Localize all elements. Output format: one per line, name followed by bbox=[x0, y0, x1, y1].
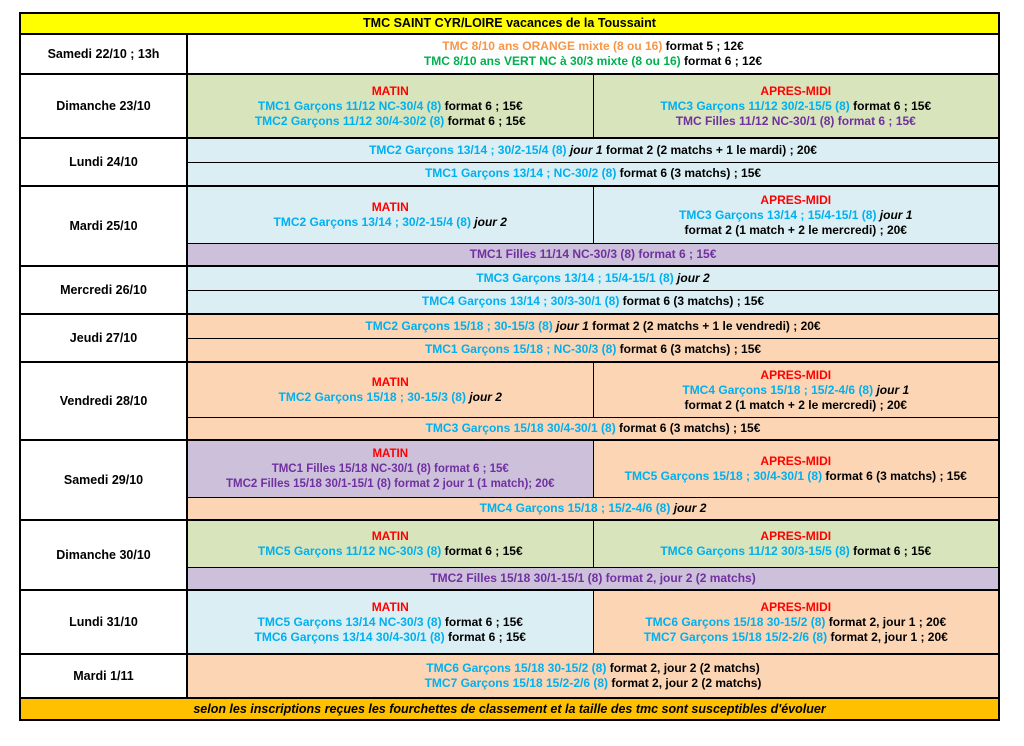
row-dimanche-23 bbox=[21, 73, 998, 137]
day-cell: Dimanche 23/10 bbox=[21, 75, 188, 137]
entry-cell: TMC 8/10 ans ORANGE mixte (8 ou 16) format 5 ; 12€ TMC 8/10 ans VERT NC à 30/3 mixte (8 ou 16) format 6 ; 12€ bbox=[423, 39, 763, 68]
morning-cell: MATIN TMC2 Garçons 15/18 ; 30-15/3 (8) jour 2 bbox=[278, 375, 502, 404]
matin-header: MATIN bbox=[371, 375, 409, 389]
afternoon-cell: APRES-MIDI TMC4 Garçons 15/18 ; 15/2-4/6 (8) jour 1 format 2 (1 match + 2 le mercredi) ; 20€ bbox=[593, 363, 999, 417]
row-mardi-1 bbox=[21, 653, 998, 697]
afternoon-cell: APRES-MIDI TMC6 Garçons 15/18 30-15/2 (8) format 2, jour 1 ; 20€ TMC7 Garçons 15/18 15/2-2/6 (8) format 2, jour 1 ; 20€ bbox=[593, 591, 999, 653]
morning-cell: MATIN TMC5 Garçons 13/14 NC-30/3 (8) format 6 ; 15€ TMC6 Garçons 13/14 30/4-30/1 (8) format 6 ; 15€ bbox=[188, 591, 593, 653]
morning-cell: MATIN TMC5 Garçons 11/12 NC-30/3 (8) format 6 ; 15€ bbox=[257, 529, 523, 558]
entry-cell: TMC3 Garçons 15/18 30/4-30/1 (8) format 6 (3 matchs) ; 15€ bbox=[188, 417, 998, 439]
row-lundi-24 bbox=[21, 137, 998, 185]
entry-cell: TMC6 Garçons 15/18 30-15/2 (8) format 2, jour 2 (2 matchs) TMC7 Garçons 15/18 15/2-2/6 (8) format 2, jour 2 (2 matchs) bbox=[188, 655, 998, 697]
entry-cell: TMC2 Filles 15/18 30/1-15/1 (8) format 2, jour 2 (2 matchs) bbox=[188, 567, 998, 589]
row-lundi-31 bbox=[21, 589, 998, 653]
schedule-table bbox=[19, 12, 1000, 721]
apres-midi-header: APRES-MIDI bbox=[760, 83, 832, 98]
row-vendredi-28 bbox=[21, 361, 998, 439]
matin-header: MATIN bbox=[372, 447, 409, 460]
afternoon-cell: APRES-MIDI TMC5 Garçons 15/18 ; 30/4-30/1 (8) format 6 (3 matchs) ; 15€ bbox=[593, 441, 999, 497]
entry-cell: TMC1 Filles 11/14 NC-30/3 (8) format 6 ; 15€ bbox=[188, 243, 998, 265]
morning-cell: MATIN TMC1 Filles 15/18 NC-30/1 (8) format 6 ; 15€ TMC2 Filles 15/18 30/1-15/1 (8) format 2 jour 1 (1 match); 20€ bbox=[188, 441, 593, 497]
table-title: TMC SAINT CYR/LOIRE vacances de la Toussaint bbox=[21, 14, 998, 35]
row-samedi-29 bbox=[21, 439, 998, 519]
day-cell: Vendredi 28/10 bbox=[21, 363, 188, 439]
afternoon-cell: APRES-MIDI TMC3 Garçons 11/12 30/2-15/5 (8) format 6 ; 15€ TMC Filles 11/12 NC-30/1 (8) format 6 ; 15€ bbox=[593, 75, 999, 137]
day-cell: Mardi 25/10 bbox=[21, 187, 188, 265]
entry-cell: TMC3 Garçons 13/14 ; 15/4-15/1 (8) jour 2 bbox=[188, 267, 998, 290]
morning-cell: MATIN TMC2 Garçons 13/14 ; 30/2-15/4 (8) jour 2 bbox=[273, 200, 507, 229]
matin-header: MATIN bbox=[371, 83, 409, 98]
day-cell: Mercredi 26/10 bbox=[21, 267, 188, 313]
afternoon-cell: APRES-MIDI TMC3 Garçons 13/14 ; 15/4-15/1 (8) jour 1 format 2 (1 match + 2 le mercredi) ; 20€ bbox=[593, 187, 999, 243]
day-cell: Lundi 31/10 bbox=[21, 591, 188, 653]
matin-header: MATIN bbox=[371, 529, 409, 543]
matin-header: MATIN bbox=[371, 200, 409, 214]
entry-cell: TMC2 Garçons 15/18 ; 30-15/3 (8) jour 1 format 2 (2 matchs + 1 le vendredi) ; 20€ bbox=[188, 315, 998, 338]
apres-midi-header: APRES-MIDI bbox=[760, 192, 832, 207]
matin-header: MATIN bbox=[371, 599, 409, 614]
entry-cell: TMC1 Garçons 13/14 ; NC-30/2 (8) format 6 (3 matchs) ; 15€ bbox=[188, 162, 998, 186]
entry-cell: TMC2 Garçons 13/14 ; 30/2-15/4 (8) jour 1 format 2 (2 matchs + 1 le mardi) ; 20€ bbox=[188, 139, 998, 162]
day-cell: Dimanche 30/10 bbox=[21, 521, 188, 589]
day-cell: Samedi 29/10 bbox=[21, 441, 188, 519]
day-cell: Lundi 24/10 bbox=[21, 139, 188, 185]
morning-cell: MATIN TMC1 Garçons 11/12 NC-30/4 (8) format 6 ; 15€ TMC2 Garçons 11/12 30/4-30/2 (8) format 6 ; 15€ bbox=[254, 83, 526, 128]
apres-midi-header: APRES-MIDI bbox=[760, 454, 832, 468]
day-cell: Mardi 1/11 bbox=[21, 655, 188, 697]
day-cell: Jeudi 27/10 bbox=[21, 315, 188, 361]
row-samedi-22 bbox=[21, 35, 998, 73]
row-mercredi-26 bbox=[21, 265, 998, 313]
row-mardi-25 bbox=[21, 185, 998, 265]
apres-midi-header: APRES-MIDI bbox=[760, 529, 832, 543]
apres-midi-header: APRES-MIDI bbox=[760, 599, 832, 614]
afternoon-cell: APRES-MIDI TMC6 Garçons 11/12 30/3-15/5 (8) format 6 ; 15€ bbox=[593, 521, 999, 567]
footer-note: selon les inscriptions reçues les fourchettes de classement et la taille des tmc sont susceptibles d'évoluer bbox=[21, 697, 998, 719]
entry-cell: TMC4 Garçons 13/14 ; 30/3-30/1 (8) format 6 (3 matchs) ; 15€ bbox=[188, 290, 998, 314]
entry-cell: TMC1 Garçons 15/18 ; NC-30/3 (8) format 6 (3 matchs) ; 15€ bbox=[188, 338, 998, 362]
apres-midi-header: APRES-MIDI bbox=[760, 367, 832, 382]
row-dimanche-30 bbox=[21, 519, 998, 589]
day-cell: Samedi 22/10 ; 13h bbox=[21, 35, 188, 73]
row-jeudi-27 bbox=[21, 313, 998, 361]
entry-cell: TMC4 Garçons 15/18 ; 15/2-4/6 (8) jour 2 bbox=[188, 497, 998, 519]
